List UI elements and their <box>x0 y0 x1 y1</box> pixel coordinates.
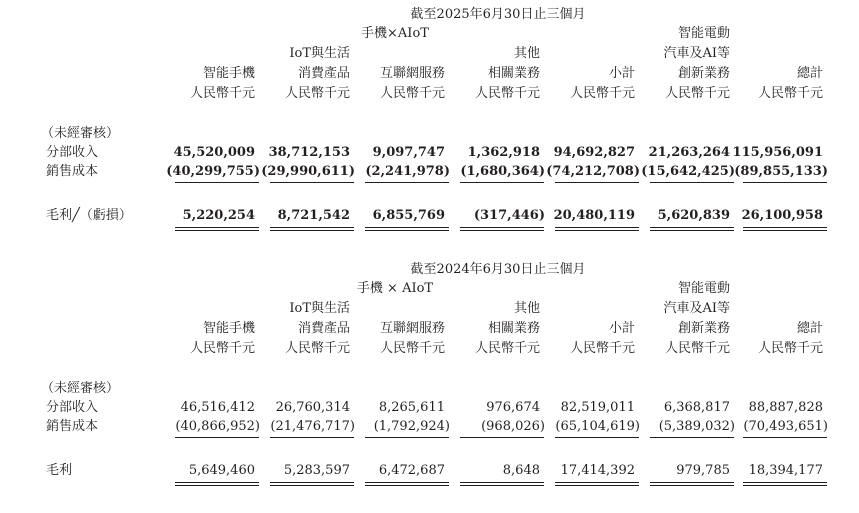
cell-gross-profit: (317,446) <box>473 208 545 223</box>
total-double-rule <box>650 485 734 486</box>
row-label-revenue: 分部收入 <box>46 145 99 160</box>
total-double-rule <box>175 227 259 228</box>
cell-cost: (65,104,619) <box>555 419 640 434</box>
period-title: 截至2024年6月30日止三個月 <box>410 262 586 277</box>
cell-revenue: 45,520,009 <box>173 145 255 160</box>
subtotal-rule <box>460 437 544 438</box>
cell-cost: (2,241,978) <box>365 164 450 179</box>
row-label-cost: 銷售成本 <box>46 419 99 434</box>
cell-revenue: 1,362,918 <box>467 145 540 160</box>
total-double-rule <box>743 230 827 231</box>
total-double-rule <box>555 482 639 483</box>
total-double-rule <box>650 482 734 483</box>
total-double-rule <box>460 230 544 231</box>
cell-cost: (70,493,651) <box>743 419 828 434</box>
subtotal-rule <box>270 437 354 438</box>
subtotal-rule <box>650 437 734 438</box>
cell-revenue: 94,692,827 <box>553 145 635 160</box>
total-double-rule <box>270 485 354 486</box>
total-double-rule <box>365 230 449 231</box>
cell-cost: (15,642,425) <box>641 164 735 179</box>
total-double-rule <box>460 485 544 486</box>
cell-cost: (74,212,708) <box>546 164 640 179</box>
cell-cost: (40,299,755) <box>166 164 260 179</box>
subtotal-rule <box>743 182 827 183</box>
subtotal-rule <box>365 182 449 183</box>
cell-revenue: 115,956,091 <box>732 145 823 160</box>
cell-revenue: 88,887,828 <box>748 400 823 415</box>
row-label-gross-profit: 毛利╱（虧損） <box>46 208 132 223</box>
cell-gross-profit: 18,394,177 <box>748 463 823 478</box>
row-label-revenue: 分部收入 <box>46 400 99 415</box>
cell-gross-profit: 26,100,958 <box>741 208 823 223</box>
total-double-rule <box>270 227 354 228</box>
total-double-rule <box>555 227 639 228</box>
cell-revenue: 82,519,011 <box>560 400 635 415</box>
total-double-rule <box>365 485 449 486</box>
total-double-rule <box>175 230 259 231</box>
subtotal-rule <box>555 437 639 438</box>
row-label-gross-profit: 毛利 <box>46 463 73 478</box>
subtotal-rule <box>175 182 259 183</box>
cell-gross-profit: 6,472,687 <box>378 463 445 478</box>
total-double-rule <box>555 485 639 486</box>
total-double-rule <box>175 482 259 483</box>
cell-gross-profit: 979,785 <box>676 463 730 478</box>
cell-gross-profit: 20,480,119 <box>553 208 635 223</box>
cell-cost: (1,792,924) <box>373 419 450 434</box>
total-double-rule <box>650 230 734 231</box>
cell-gross-profit: 8,721,542 <box>277 208 350 223</box>
total-double-rule <box>460 227 544 228</box>
period-title: 截至2025年6月30日止三個月 <box>410 7 586 22</box>
cell-revenue: 8,265,611 <box>378 400 445 415</box>
total-double-rule <box>650 227 734 228</box>
total-double-rule <box>555 230 639 231</box>
cell-revenue: 46,516,412 <box>180 400 255 415</box>
total-double-rule <box>270 482 354 483</box>
subtotal-rule <box>460 182 544 183</box>
cell-gross-profit: 5,620,839 <box>657 208 730 223</box>
total-double-rule <box>365 227 449 228</box>
segment-group-header: 手機 × AIoT <box>356 281 434 296</box>
cell-gross-profit: 5,220,254 <box>182 208 255 223</box>
cell-revenue: 38,712,153 <box>268 145 350 160</box>
cell-revenue: 26,760,314 <box>275 400 350 415</box>
total-double-rule <box>743 485 827 486</box>
subtotal-rule <box>365 437 449 438</box>
subtotal-rule <box>555 182 639 183</box>
total-double-rule <box>365 482 449 483</box>
cell-cost: (968,026) <box>481 419 545 434</box>
total-double-rule <box>175 485 259 486</box>
row-label-cost: 銷售成本 <box>46 164 99 179</box>
cell-gross-profit: 5,649,460 <box>188 463 255 478</box>
cell-gross-profit: 17,414,392 <box>560 463 635 478</box>
cell-gross-profit: 6,855,769 <box>372 208 445 223</box>
segment-table-2024: 截至2024年6月30日止三個月 手機 × AIoT 智能手機 人民幣千元 IoT與生活 消費產品 人民幣千元 互聯網服務 人民幣千元 其他 相關業務 人民幣千元 小計 人民幣千元 智能電動 汽車及AI等 創新業務 人民幣千元 總計 人民幣千元 （未經審核） 分部收入 銷售成本 毛利 46,516,412 26,760,314 8,265,611 976,674 82,519,011 6,368,817 88,887,828 (40,866,952) (21,476,717) (1,792,924) (968,026) (65,104,619) (5,389,032) (70,493,651) 5,649,460 5,283,597 6,472,687 8,648 17,414,392 979,785 18,394,177 <box>0 256 859 512</box>
cell-cost: (89,855,133) <box>734 164 828 179</box>
cell-cost: (5,389,032) <box>658 419 735 434</box>
cell-cost: (21,476,717) <box>270 419 355 434</box>
cell-revenue: 976,674 <box>486 400 540 415</box>
segment-table-2025: 截至2025年6月30日止三個月 手機×AIoT 智能手機 人民幣千元 IoT與生活 消費產品 人民幣千元 互聯網服務 人民幣千元 其他 相關業務 人民幣千元 小計 人民幣千元 智能電動 汽車及AI等 創新業務 人民幣千元 總計 人民幣千元 （未經審核） 分部收入 銷售成本 毛利╱（虧損） 45,520,009 38,712,153 9,097,747 1,362,918 94,692,827 21,263,264 115,956,091 (40,299,755) (29,990,611) (2,241,978) (1,680,364) (74,212,708) (15,642,425) (89,855,133) 5,220,254 8,721,542 6,855,769 (317,446) 20,480,119 5,620,839 26,100,958 <box>0 0 859 256</box>
audit-note: （未經審核） <box>41 126 120 141</box>
total-double-rule <box>270 230 354 231</box>
subtotal-rule <box>175 437 259 438</box>
cell-gross-profit: 8,648 <box>502 463 540 478</box>
total-double-rule <box>460 482 544 483</box>
subtotal-rule <box>270 182 354 183</box>
subtotal-rule <box>743 437 827 438</box>
cell-gross-profit: 5,283,597 <box>283 463 350 478</box>
total-double-rule <box>743 482 827 483</box>
cell-revenue: 9,097,747 <box>372 145 445 160</box>
audit-note: （未經審核） <box>41 381 120 396</box>
cell-cost: (29,990,611) <box>261 164 355 179</box>
segment-group-header: 手機×AIoT <box>361 26 429 41</box>
subtotal-rule <box>650 182 734 183</box>
total-double-rule <box>743 227 827 228</box>
cell-revenue: 21,263,264 <box>648 145 730 160</box>
cell-cost: (1,680,364) <box>460 164 545 179</box>
cell-revenue: 6,368,817 <box>663 400 730 415</box>
cell-cost: (40,866,952) <box>175 419 260 434</box>
